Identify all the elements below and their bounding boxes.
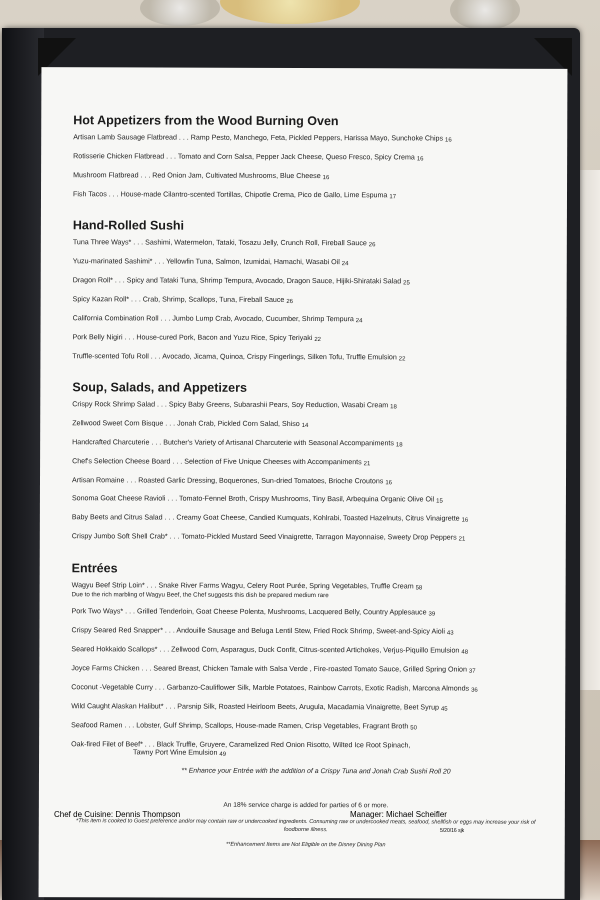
menu-item (72, 476, 562, 488)
chef-name: Chef de Cuisine: Dennis Thompson (54, 810, 181, 819)
section-title: Entrées (71, 560, 118, 576)
item-note: Due to the rich marbling of Wagyu Beef, the Chef suggests this dish be prepared medium rare (71, 591, 329, 600)
service-charge-note: An 18% service charge is added for parties of 6 or more. (223, 801, 389, 810)
item-text: Oak-fired Filet of Beef* . . . Black Truffle, Gruyere, Caramelized Red Onion Risotto, Wilted Ice Root Spinach, (71, 739, 411, 750)
item-price: 21 (363, 460, 371, 467)
raw-food-warning: *This item is cooked to Guest preference and/or may contain raw or undercooked ingredients. Consuming raw or undercooked meats, seafood, shellfish or eggs may increase your risk of foodborne illness. (76, 818, 536, 833)
item-text: Seafood Ramen . . . Lobster, Gulf Shrimp, Scallops, House-made Ramen, Crisp Vegetables, Fragrant Broth (71, 720, 409, 731)
item-text: Crispy Rock Shrimp Salad . . . Spicy Baby Greens, Subarashii Pears, Soy Reduction, Wasabi Cream (72, 400, 389, 410)
enhancement-note: ** Enhance your Entrée with the addition of a Crispy Tuna and Jonah Crab Sushi Roll 20 (181, 767, 451, 776)
section-soup-salads (72, 380, 563, 544)
item-text: Pork Two Ways* . . . Grilled Tenderloin, Goat Cheese Polenta, Mushrooms, Lacquered Belly, Country Applesauce (71, 607, 427, 617)
item-text: California Combination Roll . . . Jumbo Lump Crab, Avocado, Cucumber, Shrimp Tempura (72, 313, 354, 323)
item-price: 45 (440, 706, 448, 713)
item-price: 18 (390, 404, 397, 411)
menu-item (71, 645, 561, 657)
section-entrees (71, 561, 562, 776)
item-text: Wagyu Beef Strip Loin* . . . Snake River Farms Wagyu, Celery Root Purée, Spring Vegetables, Truffle Cream (71, 580, 414, 591)
menu-item (73, 276, 563, 288)
item-text: Artisan Lamb Sausage Flatbread . . . Ramp Pesto, Manchego, Feta, Pickled Peppers, Harissa Mayo, Sunchoke Chips (73, 133, 444, 143)
item-price: 24 (355, 317, 363, 324)
item-continuation (71, 749, 561, 761)
menu-binder (2, 28, 580, 900)
item-price: 16 (461, 517, 469, 524)
item-text: Chef's Selection Cheese Board . . . Selection of Five Unique Cheeses with Accompaniments (72, 456, 362, 466)
item-cont-text: Tawny Port Wine Emulsion (133, 748, 218, 758)
drink-glass (220, 0, 360, 24)
item-text: Pork Belly Nigiri . . . House-cured Pork, Bacon and Yuzu Rice, Spicy Teriyaki (72, 332, 313, 342)
item-price: 22 (314, 336, 322, 343)
item-text: Crispy Seared Red Snapper* . . . Andouille Sausage and Beluga Lentil Stew, Fried Rock Shrimp, Sweet-and-Spicy Aioli (71, 626, 445, 636)
item-text: Tuna Three Ways* . . . Sashimi, Watermelon, Tataki, Tosazu Jelly, Crunch Roll, Fireball Sauce (72, 238, 367, 248)
item-price: 16 (416, 156, 424, 163)
item-price: 36 (471, 687, 478, 694)
menu-item (71, 740, 561, 761)
menu-item (72, 514, 562, 526)
menu-item (73, 133, 563, 145)
menu-item (71, 702, 561, 714)
menu-item (71, 664, 561, 676)
section-title: Soup, Salads, and Appetizers (72, 380, 247, 395)
item-price: 22 (398, 355, 406, 362)
menu-item (71, 721, 561, 733)
item-price: 18 (395, 442, 403, 449)
menu-item (72, 333, 562, 345)
binder-spine (2, 28, 44, 900)
manager-name: Manager: Michael Scheifler (350, 810, 447, 819)
item-price: 17 (389, 193, 397, 200)
item-price: 21 (458, 536, 466, 543)
item-text: Fish Tacos . . . House-made Cilantro-scented Tortillas, Chipotle Crema, Pico de Gallo, Lime Espuma (72, 189, 388, 199)
menu-item (73, 171, 563, 183)
item-text: Zellwood Sweet Corn Bisque . . . Jonah Crab, Pickled Corn Salad, Shiso (72, 419, 300, 428)
item-price: 48 (461, 649, 469, 656)
item-text: Artisan Romaine . . . Roasted Garlic Dressing, Boquerones, Sun-dried Tomatoes, Brioche Croutons (71, 475, 384, 485)
item-price: 25 (403, 280, 410, 287)
item-price: 15 (436, 498, 443, 505)
menu-item (72, 495, 562, 507)
item-price: 26 (286, 298, 294, 305)
item-text: Yuzu-marinated Sashimi* . . . Yellowfin Tuna, Salmon, Izumidai, Hamachi, Wasabi Oil (72, 257, 340, 267)
item-price: 43 (446, 630, 454, 637)
menu-item (73, 257, 563, 269)
item-text: Crispy Jumbo Soft Shell Crab* . . . Tomato-Pickled Mustard Seed Vinaigrette, Tarragon Mayonnaise, Sweety Drop Peppers (71, 532, 457, 542)
menu-item (72, 438, 562, 450)
menu-item (72, 581, 562, 601)
menu-item (71, 683, 561, 695)
item-text: Truffle-scented Tofu Roll . . . Avocado, Jicama, Quinoa, Crispy Fingerlings, Silken Tofu, Truffle Emulsion (72, 351, 397, 361)
menu-item (72, 608, 562, 620)
menu-item (71, 626, 561, 638)
menu-item (73, 238, 563, 250)
item-price: 50 (410, 725, 417, 732)
item-price: 26 (368, 242, 376, 249)
section-sushi (72, 218, 562, 364)
dining-plan-note: **Enhancement Items are Not Eligible on the Disney Dining Plan (225, 841, 386, 849)
menu-item (73, 314, 563, 326)
item-price: 14 (301, 422, 309, 429)
menu-item (73, 190, 563, 202)
menu-item (72, 419, 562, 431)
item-price: 58 (415, 585, 423, 592)
item-text: Handcrafted Charcuterie . . . Butcher's Variety of Artisanal Charcuterie with Seasonal Accompaniments (72, 437, 394, 448)
item-text: Spicy Kazan Roll* . . . Crab, Shrimp, Scallops, Tuna, Fireball Sauce (72, 295, 285, 304)
item-text: Mushroom Flatbread . . . Red Onion Jam, Cultivated Mushrooms, Blue Cheese (73, 170, 321, 180)
menu-item (72, 457, 562, 469)
menu-item (72, 352, 562, 364)
item-text: Dragon Roll* . . . Spicy and Tataki Tuna, Shrimp Tempura, Avocado, Dragon Sauce, Hijiki-Shirataki Salad (72, 276, 402, 286)
item-price: 24 (341, 261, 349, 268)
section-hot-appetizers (73, 113, 563, 202)
item-text: Wild Caught Alaskan Halibut* . . . Parsnip Silk, Roasted Heirloom Beets, Arugula, Macadamia Vinaigrette, Beet Syrup (71, 702, 439, 712)
menu-item (72, 532, 562, 544)
menu-content (71, 113, 563, 794)
item-text: Seared Hokkaido Scallops* . . . Zellwood Corn, Asparagus, Duck Confit, Citrus-scented Artichokes, Verjus-Piquillo Emulsion (71, 645, 460, 655)
water-glass (450, 0, 520, 30)
item-price: 16 (445, 137, 452, 144)
menu-item (72, 400, 562, 412)
item-price: 16 (322, 174, 330, 181)
item-text: Baby Beets and Citrus Salad . . . Creamy Goat Cheese, Candied Kumquats, Kohlrabi, Toasted Hazelnuts, Citrus Vinaigrette (71, 513, 460, 523)
section-title: Hand-Rolled Sushi (72, 218, 185, 233)
menu-page (39, 67, 568, 899)
item-text: Rotisserie Chicken Flatbread . . . Tomato and Corn Salsa, Pepper Jack Cheese, Queso Fresco, Spicy Crema (73, 152, 415, 162)
section-title: Hot Appetizers from the Wood Burning Oven (73, 113, 339, 129)
date-code: 5/20/16 sjk (440, 828, 465, 834)
item-text: Sonoma Goat Cheese Ravioli . . . Tomato-Fennel Broth, Crispy Mushrooms, Tiny Basil, Arbequina Organic Olive Oil (71, 494, 435, 504)
item-price: 39 (428, 611, 436, 618)
item-text: Joyce Farms Chicken . . . Seared Breast, Chicken Tamale with Salsa Verde , Fire-roasted Tomato Sauce, Grilled Spring Onion (71, 664, 467, 674)
menu-item (73, 295, 563, 307)
item-text: Coconut -Vegetable Curry . . . Garbanzo-Cauliflower Silk, Marble Potatoes, Rainbow Carrots, Exotic Radish, Marcona Almonds (71, 683, 470, 693)
menu-item (73, 152, 563, 164)
item-price: 49 (219, 752, 227, 759)
wine-glass-base (140, 0, 220, 26)
item-price: 37 (468, 668, 476, 675)
item-price: 16 (385, 479, 393, 486)
